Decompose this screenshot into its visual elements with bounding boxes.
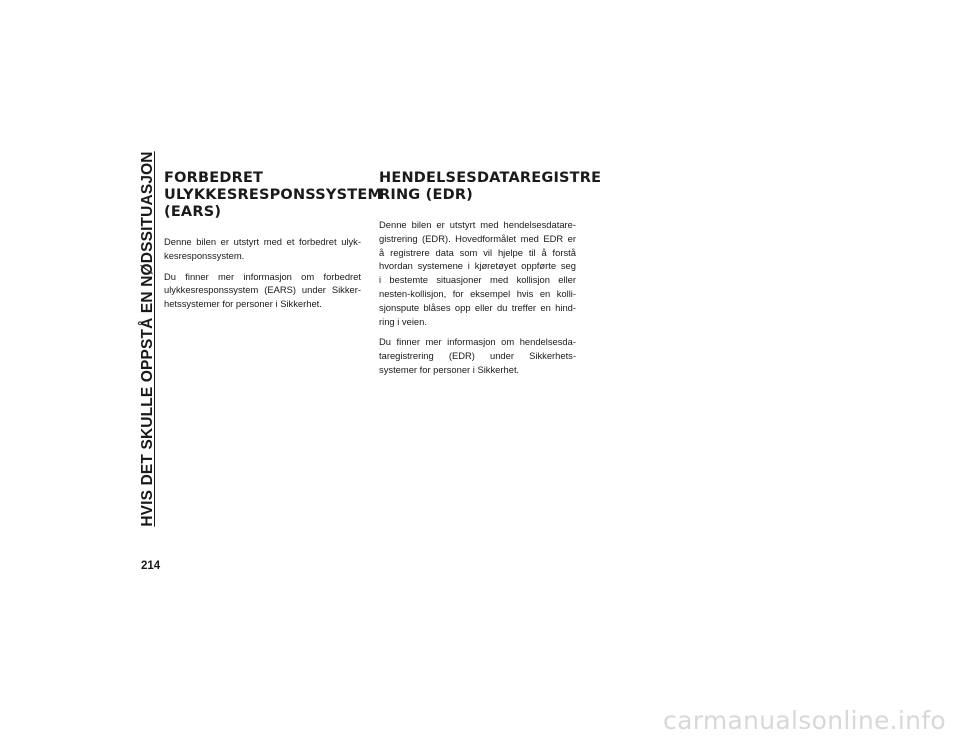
- text-line: Du finner mer informasjon om forbedret: [164, 270, 361, 282]
- ears-heading: [164, 170, 383, 221]
- text-line: gistrering (EDR). Hovedformålet med EDR er: [379, 232, 576, 244]
- watermark: carmanualsonline.info: [663, 706, 946, 735]
- text-line: ring i veien.: [379, 315, 427, 327]
- left-column: [164, 170, 383, 311]
- ears-heading-line: FORBEDRET: [164, 170, 264, 186]
- text-line: i bestemte situasjoner med kollisjon eller: [379, 274, 576, 286]
- section-title-vertical: HVIS DET SKULLE OPPSTÅ EN NØDSSITUASJON: [139, 150, 156, 527]
- ears-paragraph-2: [164, 270, 361, 311]
- text-line: nesten-kollisjon, for eksempel hvis en kolli-: [379, 287, 576, 299]
- edr-heading-line: HENDELSESDATAREGISTRE: [379, 170, 602, 186]
- text-line: sjonspute blåses opp eller du treffer en hind-: [379, 301, 576, 313]
- text-line: hvordan systemene i kjøretøyet oppførte seg: [379, 260, 576, 272]
- section-side-tab: [138, 150, 158, 527]
- text-line: Denne bilen er utstyrt med et forbedret ulyk-: [164, 236, 361, 247]
- text-line: taregistrering (EDR) under Sikkerhets-: [379, 350, 576, 362]
- right-column: [379, 170, 602, 377]
- text-line: Du finner mer informasjon om hendelsesda-: [379, 336, 576, 348]
- text-line: hetssystemer for personer i Sikkerhet.: [164, 298, 322, 310]
- text-line: ulykkesresponssystem (EARS) under Sikker-: [164, 284, 361, 296]
- page-number: 214: [141, 560, 161, 572]
- edr-heading-line: RING (EDR): [379, 187, 474, 203]
- ears-paragraph-1: [164, 235, 361, 263]
- text-line: Denne bilen er utstyrt med hendelsesdatare-: [379, 219, 576, 230]
- edr-paragraph-2: [379, 335, 576, 376]
- text-line: systemer for personer i Sikkerhet.: [379, 363, 520, 375]
- ears-heading-line: (EARS): [164, 204, 222, 220]
- text-line: kesresponssystem.: [164, 249, 245, 261]
- edr-paragraph-1: [379, 218, 576, 328]
- text-line: å registrere data som vil hjelpe til å forstå: [379, 246, 576, 258]
- edr-heading: [379, 170, 602, 204]
- ears-heading-line: ULYKKESRESPONSSYSTEM: [164, 187, 383, 203]
